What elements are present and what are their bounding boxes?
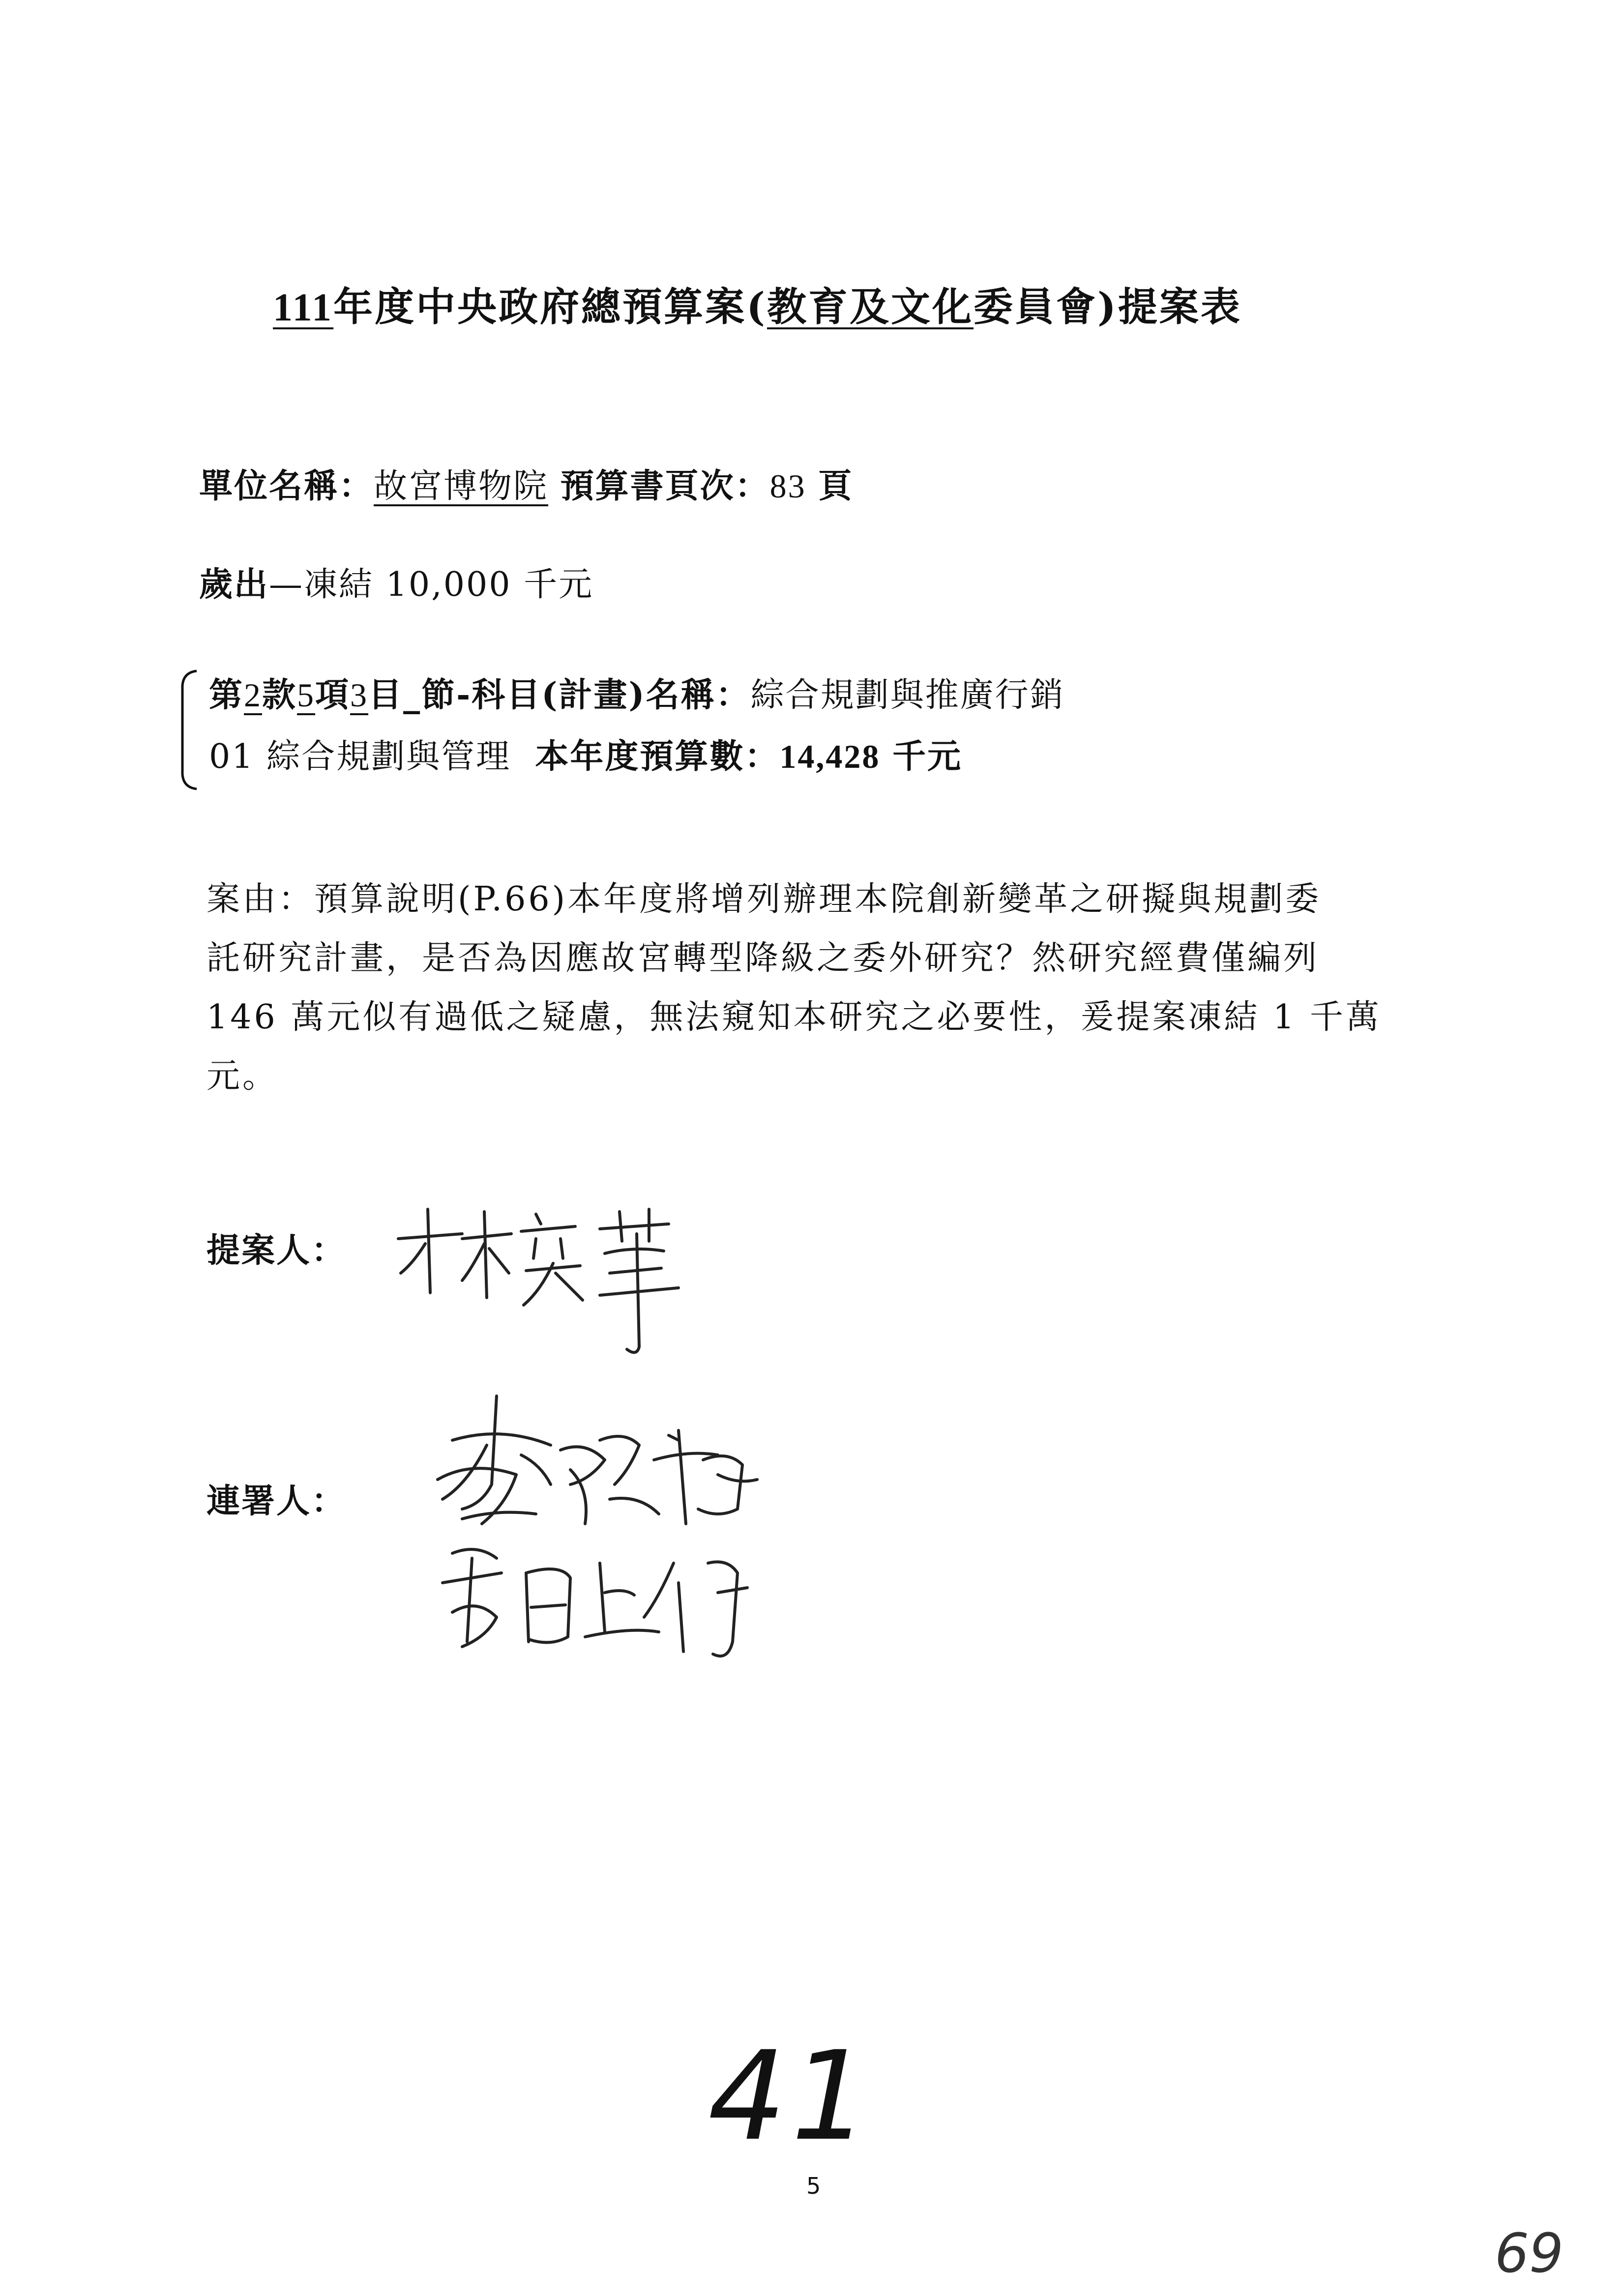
unit-value: 故宮博物院 (374, 467, 549, 506)
reason-line-4: 元。 (207, 1057, 279, 1096)
proposer-label: 提案人： (207, 1231, 347, 1270)
budget-label: 本年度預算數： (535, 737, 780, 776)
title-year: 111 (273, 286, 334, 329)
item-bracket (175, 668, 204, 791)
page-ref-unit: 頁 (818, 466, 854, 506)
page-ref-value: 83 (769, 467, 806, 505)
reason-line-1: 案由：預算說明(P.66)本年度將增列辦理本院創新變革之研擬與規劃委 (207, 880, 1322, 919)
title-part1: 年度中央政府總預算案( (333, 284, 768, 330)
item-plan-name: 綜合規劃與推廣行銷 (750, 676, 1065, 715)
reason-line-2: 託研究計畫，是否為因應故宮轉型降級之委外研究？然研究經費僅編列 (207, 939, 1320, 978)
budget-value: 14,428 (779, 738, 881, 775)
item-di: 第 (209, 675, 244, 715)
handwritten-number: 41 (708, 2025, 875, 2168)
page-title (273, 275, 1242, 332)
page-number: 5 (806, 2173, 821, 2199)
reason-line-3: 146 萬元似有過低之疑慮，無法窺知本研究之必要性，爰提案凍結 1 千萬 (207, 998, 1382, 1037)
item-jie-label: _節-科目(計畫)名稱： (403, 675, 751, 715)
item-mu: 3 (350, 676, 369, 714)
item-kuan-label: 款 (262, 675, 297, 715)
title-committee: 教育及文化 (767, 284, 974, 330)
cosigner-signatures (423, 1386, 797, 1701)
corner-number: 69 (1495, 2222, 1564, 2285)
item-mu-label: 目 (368, 675, 404, 715)
unit-label: 單位名稱： (199, 466, 374, 506)
expenditure-line (199, 558, 593, 606)
budget-unit: 千元 (892, 737, 963, 776)
item-xiang: 5 (297, 676, 316, 714)
item-xiang-label: 項 (315, 675, 351, 715)
expenditure-text: —凍結 10,000 千元 (269, 565, 594, 604)
page-ref-label: 預算書頁次： (560, 466, 770, 506)
proposer-signature (388, 1199, 703, 1366)
item-kuan: 2 (244, 676, 263, 714)
title-part2: 委員會)提案表 (974, 284, 1242, 330)
cosigner-label: 連署人： (207, 1482, 347, 1521)
item-subplan-name: 01 綜合規劃與管理 (209, 737, 511, 776)
unit-line (199, 460, 853, 507)
item-line-2 (209, 730, 962, 778)
item-line-1 (209, 668, 1065, 716)
expenditure-label: 歲出 (199, 565, 269, 604)
